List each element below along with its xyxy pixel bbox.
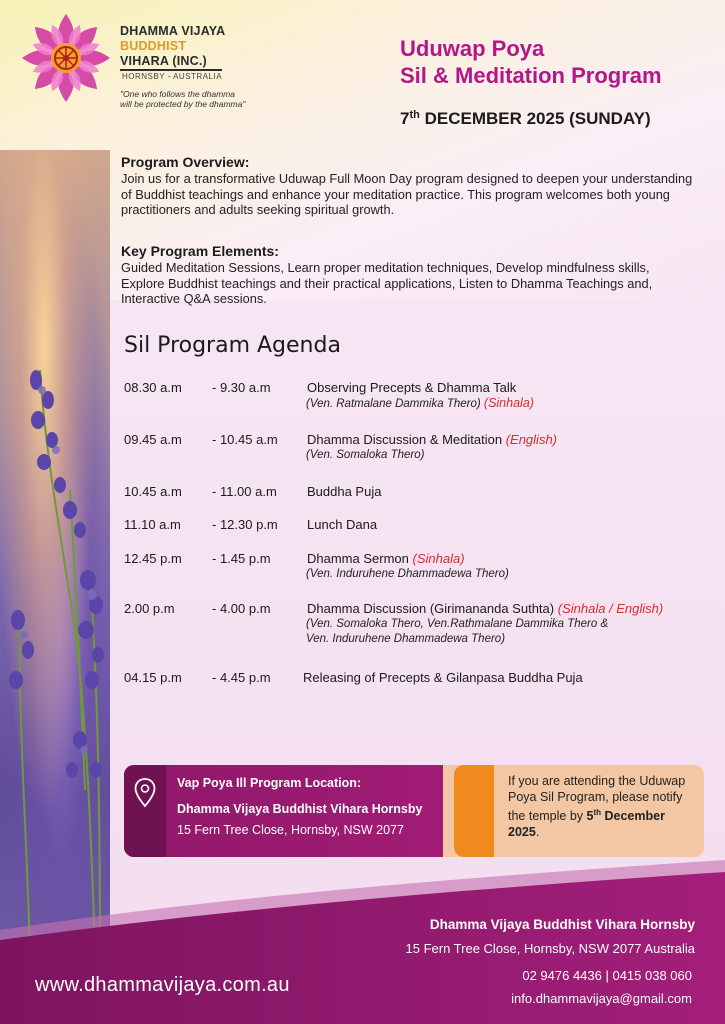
attendance-notice bbox=[508, 773, 698, 840]
deadline-suffix: th bbox=[593, 808, 602, 817]
agenda-start-time: 11.10 a.m bbox=[124, 517, 181, 532]
date-day: 7 bbox=[400, 109, 410, 128]
agenda-event bbox=[307, 517, 377, 532]
deadline-rest: December 2025 bbox=[508, 809, 665, 839]
agenda-language: (Sinhala / English) bbox=[557, 601, 664, 616]
footer-org-name: Dhamma Vijaya Buddhist Vihara Hornsby bbox=[429, 917, 695, 932]
agenda-speaker-name: (Ven. Induruhene Dhammadewa Thero) bbox=[306, 568, 509, 580]
agenda-event bbox=[307, 551, 465, 566]
footer-address: 15 Fern Tree Close, Hornsby, NSW 2077 Australia bbox=[405, 941, 695, 956]
page-title-line1: Uduwap Poya bbox=[400, 36, 545, 61]
location-name: Dhamma Vijaya Buddhist Vihara Hornsby bbox=[177, 802, 423, 816]
agenda-language: (Sinhala) bbox=[412, 551, 465, 566]
motto-line2: will be protected by the dhamma" bbox=[120, 99, 246, 109]
key-elements-heading: Key Program Elements: bbox=[121, 243, 279, 259]
agenda-speaker-name: (Ven. Somaloka Thero, Ven.Rathmalane Dammika Thero & Ven. Induruhene Dhammadewa Thero) bbox=[306, 618, 609, 645]
agenda-start-time: 10.45 a.m bbox=[124, 484, 182, 499]
agenda-language: (English) bbox=[505, 432, 557, 447]
agenda-speaker bbox=[306, 617, 716, 647]
lavender-photo bbox=[0, 150, 110, 950]
agenda-end-time: - 9.30 a.m bbox=[212, 380, 271, 395]
lotus-dharma-wheel-logo bbox=[20, 12, 112, 104]
agenda-start-time: 12.45 p.m bbox=[124, 551, 182, 566]
agenda-event bbox=[307, 380, 516, 395]
agenda-start-time: 2.00 p.m bbox=[124, 601, 175, 616]
key-elements-body: Guided Meditation Sessions, Learn proper meditation techniques, Develop mindfulness skills, Explore Buddhist teachings and their practical applications, Listen to Dhamma Teachings and, Interactive Q&A sessions. bbox=[121, 260, 653, 306]
agenda-start-time: 08.30 a.m bbox=[124, 380, 182, 395]
agenda-event-title: Observing Precepts & Dhamma Talk bbox=[307, 380, 517, 395]
overview-body: Join us for a transformative Uduwap Full Moon Day program designed to deepen your understanding of Buddhist teachings and enhance your meditation practice. This program welcomes both young practitioners and adults seeking spiritual growth. bbox=[121, 171, 693, 217]
agenda-title: Sil Program Agenda bbox=[124, 333, 341, 358]
agenda-start-time: 04.15 p.m bbox=[124, 670, 182, 685]
footer-email[interactable]: info.dhammavijaya@gmail.com bbox=[511, 991, 692, 1006]
agenda-event-title: Dhamma Discussion & Meditation bbox=[307, 432, 503, 447]
org-name-line1: DHAMMA VIJAYA bbox=[120, 24, 226, 38]
agenda-speaker bbox=[306, 396, 716, 412]
date-suffix: th bbox=[409, 109, 420, 121]
agenda-event bbox=[303, 670, 583, 685]
agenda-speaker bbox=[306, 567, 716, 582]
motto bbox=[120, 89, 320, 109]
page-title-line2: Sil & Meditation Program bbox=[400, 63, 662, 88]
agenda-speaker-name: (Ven. Somaloka Thero) bbox=[306, 449, 425, 461]
agenda-end-time: - 11.00 a.m bbox=[212, 484, 277, 499]
date-rest: DECEMBER 2025 (SUNDAY) bbox=[419, 109, 651, 128]
agenda-end-time: - 10.45 a.m bbox=[212, 432, 278, 447]
org-location: HORNSBY - AUSTRALIA bbox=[122, 72, 223, 81]
agenda-speaker-name: (Ven. Ratmalane Dammika Thero) bbox=[306, 398, 481, 410]
agenda-event-title: Dhamma Discussion (Girimananda Suthta) bbox=[307, 601, 555, 616]
agenda-language: (Sinhala) bbox=[483, 396, 534, 410]
agenda-start-time: 09.45 a.m bbox=[124, 432, 182, 447]
org-divider bbox=[120, 69, 222, 71]
agenda-end-time: - 12.30 p.m bbox=[212, 517, 278, 532]
agenda-end-time: - 4.00 p.m bbox=[212, 601, 271, 616]
overview-heading: Program Overview: bbox=[121, 154, 250, 170]
org-name-line2: BUDDHIST bbox=[120, 39, 187, 53]
agenda-event-title: Dhamma Sermon bbox=[307, 551, 409, 566]
location-panel bbox=[124, 765, 704, 857]
agenda-event-title: Lunch Dana bbox=[307, 517, 378, 532]
agenda-event-title: Releasing of Precepts & Gilanpasa Buddha Puja bbox=[303, 670, 583, 685]
agenda-event bbox=[307, 601, 663, 616]
agenda-speaker bbox=[306, 448, 716, 463]
footer-website-link[interactable]: www.dhammavijaya.com.au bbox=[35, 974, 290, 996]
notice-accent bbox=[454, 765, 494, 857]
footer-phone[interactable]: 02 9476 4436 | 0415 038 060 bbox=[522, 968, 692, 983]
notice-text: If you are attending the Uduwap Poya Sil Program, please notify the temple by bbox=[508, 774, 686, 823]
event-date bbox=[400, 109, 651, 129]
agenda-end-time: - 4.45 p.m bbox=[212, 670, 271, 685]
agenda-event bbox=[307, 484, 381, 499]
deadline-day: 5 bbox=[586, 809, 594, 823]
agenda-end-time: - 1.45 p.m bbox=[212, 551, 271, 566]
agenda-event bbox=[307, 432, 557, 447]
location-address: 15 Fern Tree Close, Hornsby, NSW 2077 bbox=[177, 823, 404, 837]
notice-end: . bbox=[535, 825, 540, 839]
motto-line1: "One who follows the dhamma bbox=[120, 89, 235, 99]
map-pin-icon bbox=[134, 778, 156, 808]
org-name-line3: VIHARA (INC.) bbox=[120, 54, 207, 68]
agenda-event-title: Buddha Puja bbox=[307, 484, 382, 499]
location-label: Vap Poya Ill Program Location: bbox=[177, 776, 362, 790]
